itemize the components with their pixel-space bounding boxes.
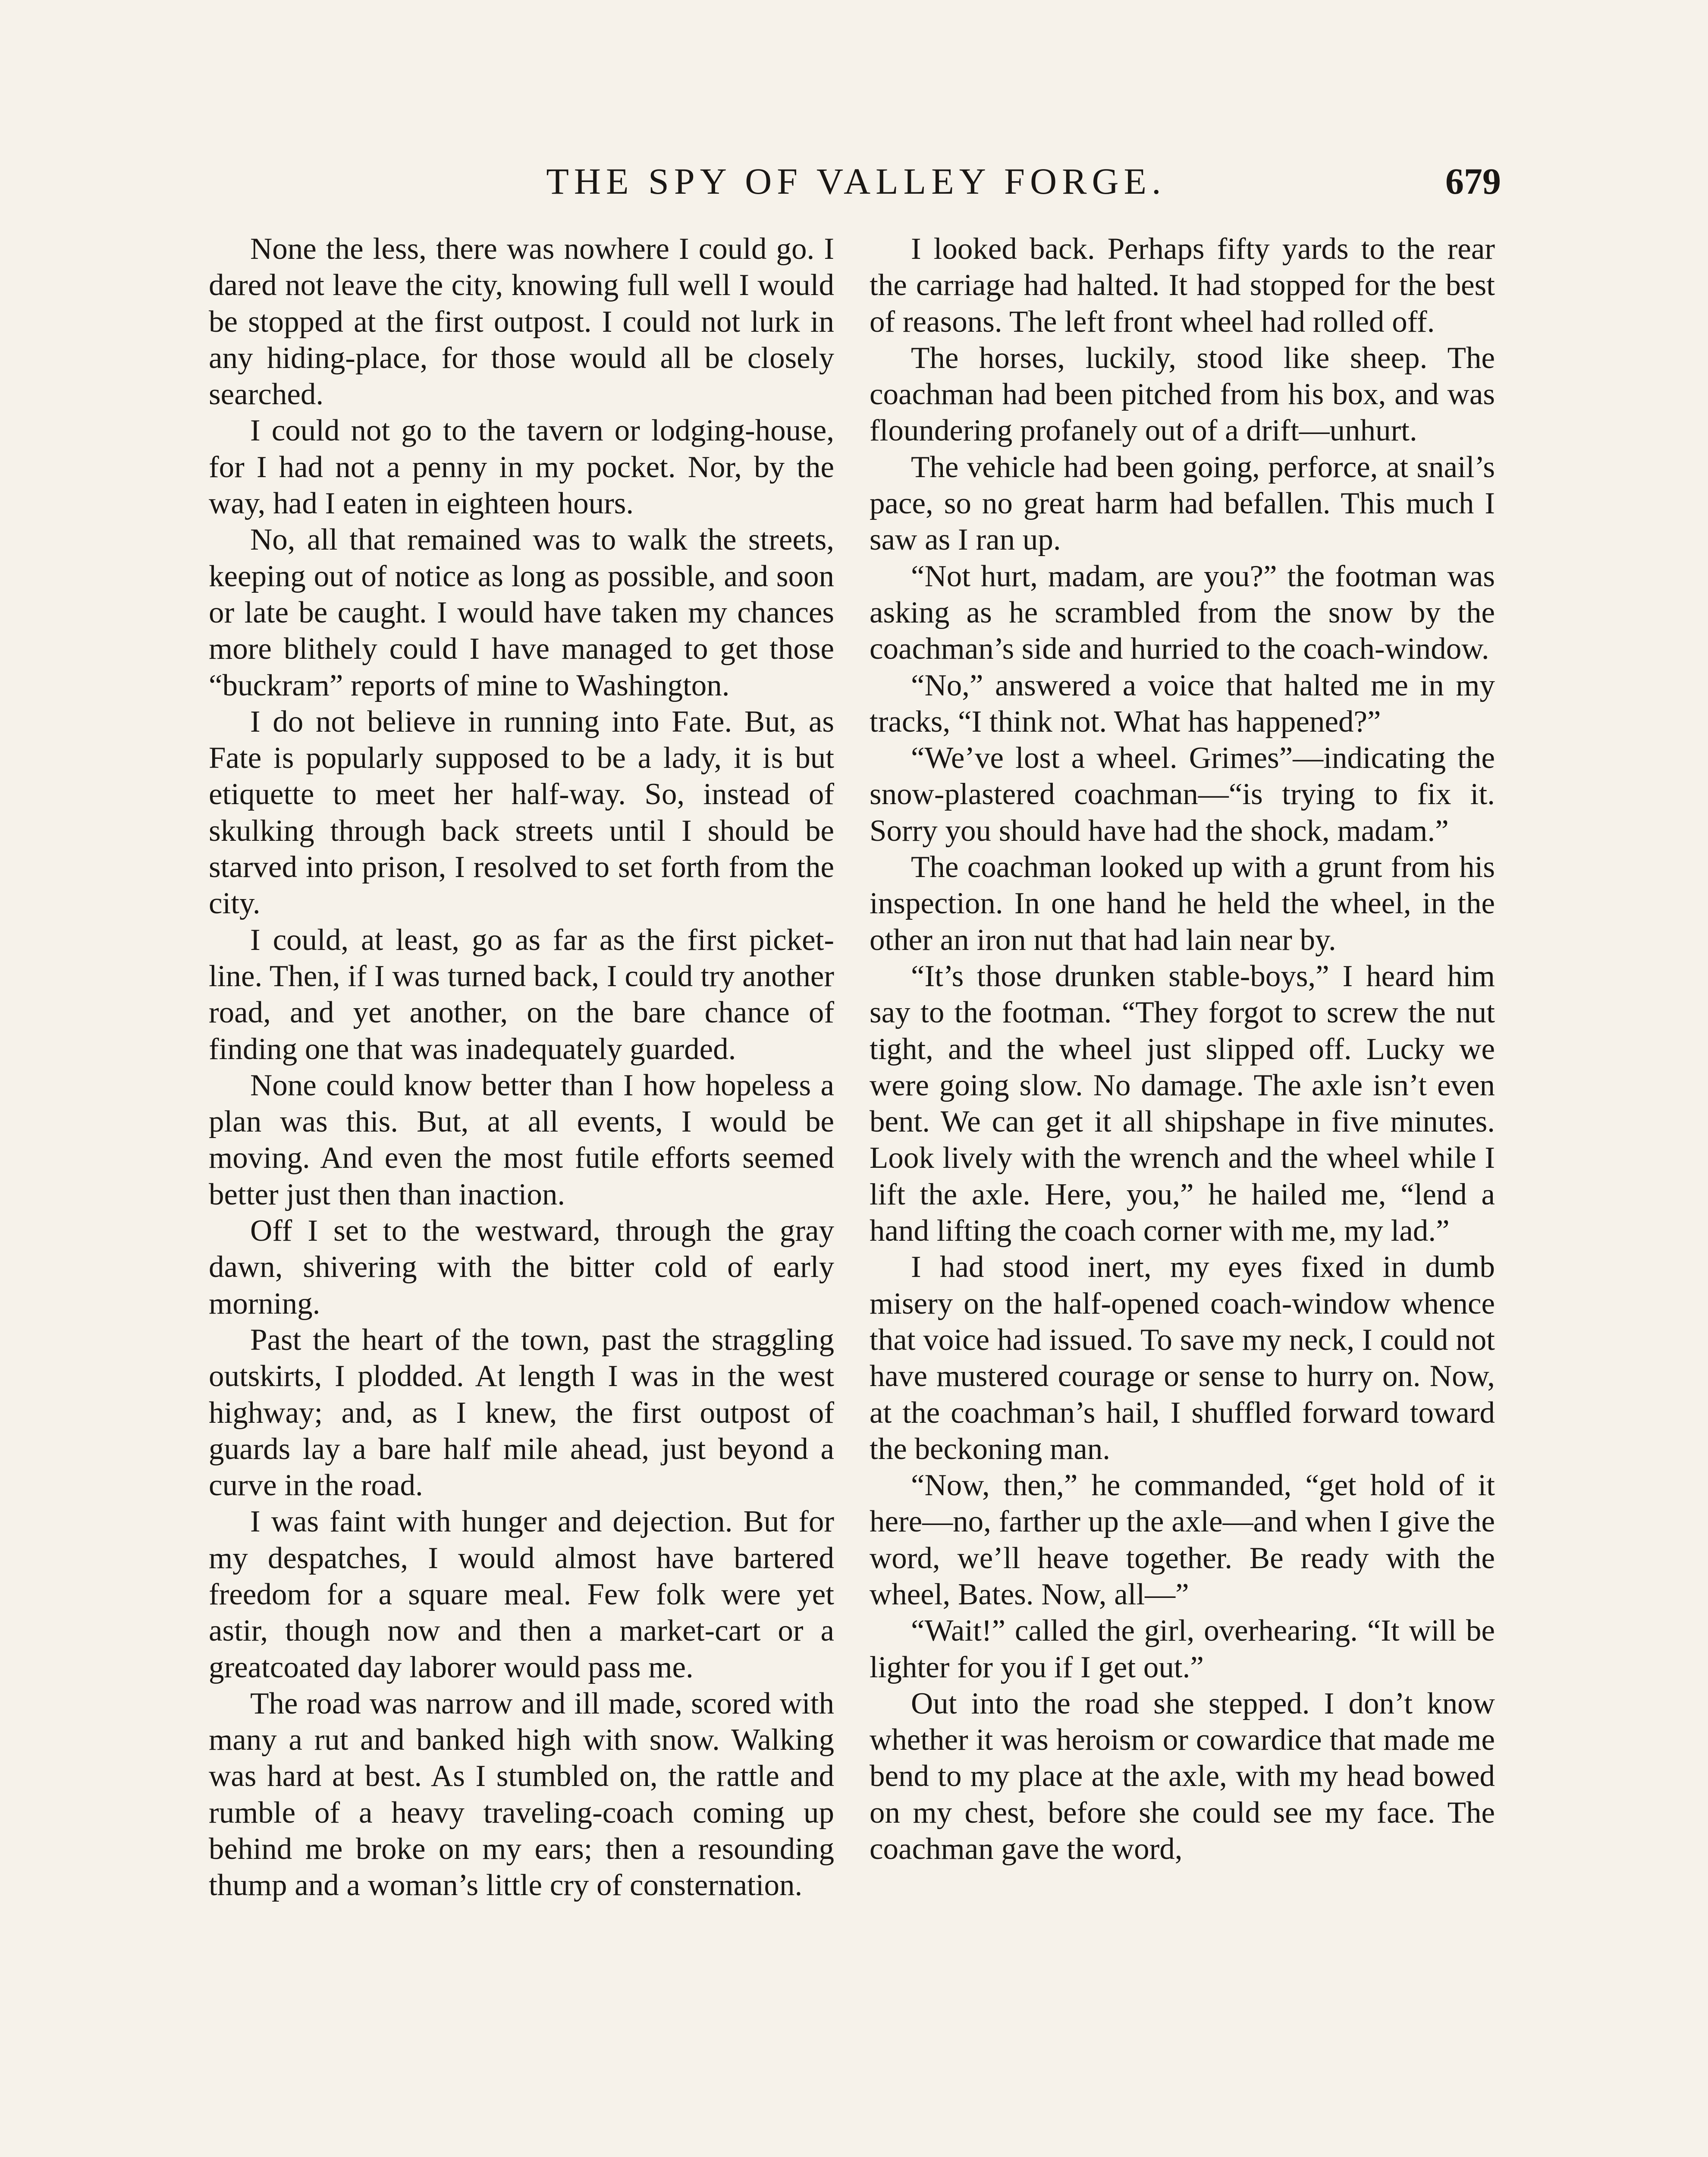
right-column bbox=[870, 231, 1495, 1867]
left-column bbox=[209, 231, 834, 1904]
paragraph: “Wait!” called the girl, overhearing. “It will be lighter for you if I get out.” bbox=[870, 1614, 1495, 1684]
paragraph: The vehicle had been going, perforce, at snail’s pace, so no great harm had befallen. This much I saw as I ran up. bbox=[870, 450, 1495, 557]
paragraph: None could know better than I how hopeless a plan was this. But, at all events, I would be moving. And even the most futile efforts seemed better just then than inaction. bbox=[209, 1068, 834, 1211]
paragraph: None the less, there was nowhere I could go. I dared not leave the city, knowing full well I would be stopped at the first outpost. I could not lurk in any hiding-place, for those would all be closely searched. bbox=[209, 232, 834, 412]
paragraph: “Not hurt, madam, are you?” the footman was asking as he scrambled from the snow by the coachman’s side and hurried to the coach-window. bbox=[870, 559, 1495, 666]
paragraph: Past the heart of the town, past the straggling outskirts, I plodded. At length I was in the west highway; and, as I knew, the first outpost of guards lay a bare half mile ahead, just beyond a curve in the road. bbox=[209, 1323, 834, 1503]
paragraph: I had stood inert, my eyes fixed in dumb misery on the half-opened coach-window whence that voice had issued. To save my neck, I could not have mustered courage or sense to hurry on. Now, at the coachman’s hail, I shuffled forward toward the beckoning man. bbox=[870, 1250, 1495, 1466]
paragraph: I was faint with hunger and dejection. But for my despatches, I would almost have bartered freedom for a square meal. Few folk were yet astir, though now and then a market-cart or a greatcoated day laborer would pass me. bbox=[209, 1505, 834, 1684]
page-number: 679 bbox=[1445, 160, 1501, 202]
paragraph: “It’s those drunken stable-boys,” I heard him say to the footman. “They forgot to screw the nut tight, and the wheel just slipped off. Lucky we were going slow. No damage. The axle isn’t even bent. We can get it all shipshape in five minutes. Look lively with the wrench and the wheel while I lift the axle. Here, you,” he hailed me, “lend a hand lifting the coach corner with me, my lad.” bbox=[870, 959, 1495, 1248]
paragraph: The coachman looked up with a grunt from his inspection. In one hand he held the wheel, in the other an iron nut that had lain near by. bbox=[870, 850, 1495, 957]
paragraph: “No,” answered a voice that halted me in my tracks, “I think not. What has happened?” bbox=[870, 668, 1495, 739]
paragraph: “We’ve lost a wheel. Grimes”—indicating the snow-plastered coachman—“is trying to fix it. Sorry you should have had the shock, madam.” bbox=[870, 741, 1495, 848]
paragraph: Out into the road she stepped. I don’t know whether it was heroism or cowardice that made me bend to my place at the axle, with my head bowed on my chest, before she could see my face. The coachman gave the word, bbox=[870, 1686, 1495, 1866]
paragraph: I could not go to the tavern or lodging-house, for I had not a penny in my pocket. Nor, by the way, had I eaten in eighteen hours. bbox=[209, 414, 834, 521]
paragraph: Off I set to the westward, through the gray dawn, shivering with the bitter cold of early morning. bbox=[209, 1214, 834, 1321]
paragraph: The road was narrow and ill made, scored with many a rut and banked high with snow. Walking was hard at best. As I stumbled on, the rattle and rumble of a heavy traveling-coach coming up behind me broke on my ears; then a resounding thump and a woman’s little cry of consternation. bbox=[209, 1686, 834, 1902]
running-title: THE SPY OF VALLEY FORGE. bbox=[546, 160, 1166, 202]
page-header bbox=[211, 155, 1501, 216]
paragraph: “Now, then,” he commanded, “get hold of it here—no, farther up the axle—and when I give the word, we’ll heave together. Be ready with the wheel, Bates. Now, all—” bbox=[870, 1468, 1495, 1611]
paragraph: I could, at least, go as far as the first picket-line. Then, if I was turned back, I could try another road, and yet another, on the bare chance of finding one that was inadequately guarded. bbox=[209, 923, 834, 1066]
paragraph: I looked back. Perhaps fifty yards to the rear the carriage had halted. It had stopped for the best of reasons. The left front wheel had rolled off. bbox=[870, 232, 1495, 339]
paragraph: I do not believe in running into Fate. But, as Fate is popularly supposed to be a lady, it is but etiquette to meet her half-way. So, instead of skulking through back streets until I should be starved into prison, I resolved to set forth from the city. bbox=[209, 704, 834, 921]
paragraph: The horses, luckily, stood like sheep. The coachman had been pitched from his box, and was floundering profanely out of a drift—unhurt. bbox=[870, 341, 1495, 448]
paragraph: No, all that remained was to walk the streets, keeping out of notice as long as possible, and soon or late be caught. I would have taken my chances more blithely could I have managed to get those “buckram” reports of mine to Washington. bbox=[209, 523, 834, 702]
